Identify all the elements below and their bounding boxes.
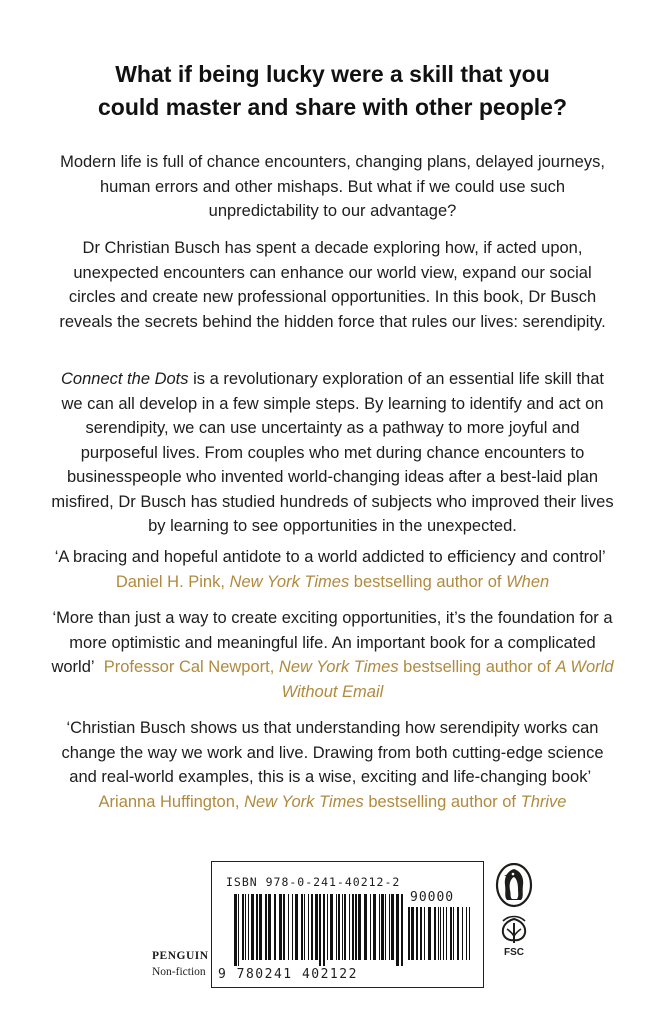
barcode-bar: [416, 907, 418, 960]
barcode-bar: [389, 894, 390, 960]
quote-attribution: Professor Cal Newport, New York Times bestselling author of A World Without Email: [103, 658, 614, 701]
barcode-bar: [301, 894, 303, 960]
barcode-addon-bars: [408, 907, 470, 966]
blurb-paragraph-3: [50, 367, 615, 539]
barcode-bar: [279, 894, 282, 960]
fsc-logo-icon: [503, 917, 525, 959]
barcode-bar: [379, 894, 380, 960]
barcode-bar: [238, 894, 239, 966]
quote-text: ‘More than just a way to create exciting opportunities, it’s the foundation for a more optimistic and meaningful life. An important book for a complicated world’: [51, 609, 613, 676]
quote-pink: [50, 545, 615, 594]
barcode-bar: [330, 894, 333, 960]
blurb-paragraph-2: Dr Christian Busch has spent a decade exploring how, if acted upon, unexpected encounters can enhance our world view, expand our social circles and create new professional opportunities. In this book, Dr Busch reveals the secrets behind the hidden force that rules our lives: serendipity.: [59, 239, 606, 331]
isbn-label: ISBN 978-0-241-40212-2: [226, 875, 401, 889]
ean-label: 9 780241 402122: [218, 967, 358, 982]
barcode-bar: [315, 894, 318, 960]
barcode-bar: [338, 894, 340, 960]
barcode-bar: [292, 894, 293, 960]
barcode-bar: [420, 907, 422, 960]
barcode-bar: [248, 894, 249, 960]
barcode-bars: [234, 894, 404, 966]
book-title: Connect the Dots: [61, 370, 189, 388]
barcode-bar: [469, 907, 470, 960]
barcode-bar: [428, 907, 431, 960]
barcode-bar: [446, 907, 447, 960]
publisher-category: Non-fiction: [152, 966, 206, 978]
barcode-bar: [265, 894, 267, 960]
barcode-bar: [364, 894, 367, 960]
quote-attribution: Daniel H. Pink, New York Times bestselling author of When: [115, 572, 550, 591]
barcode-bar: [344, 894, 346, 960]
barcode-bar: [355, 894, 357, 960]
quote-huffington: [50, 716, 615, 814]
barcode-bar: [466, 907, 467, 960]
price-code-label: 90000: [410, 890, 455, 905]
barcode-bar: [453, 907, 454, 960]
headline-line-2: could master and share with other people?: [97, 94, 568, 120]
barcode-bar: [288, 894, 289, 960]
barcode-bar: [411, 907, 414, 960]
headline: [40, 58, 625, 124]
barcode-bar: [311, 894, 313, 960]
barcode-bar: [370, 894, 371, 960]
barcode-bar: [327, 894, 328, 960]
barcode-bar: [424, 907, 425, 960]
barcode-bar: [391, 894, 394, 960]
barcode-bar: [462, 907, 463, 960]
barcode-bar: [358, 894, 361, 960]
barcode-bar: [319, 894, 321, 966]
barcode-bar: [259, 894, 262, 960]
logo-column: [489, 863, 539, 978]
barcode-bar: [295, 894, 298, 960]
quote-text: ‘Christian Busch shows us that understanding how serendipity works can change the way we work and live. Drawing from both cutting-edge science and real-world examples, this is a wise, exciting and life-changing book’: [61, 719, 604, 786]
barcode-bar: [274, 894, 276, 960]
quote-text: ‘A bracing and hopeful antidote to a world addicted to efficiency and control’: [54, 548, 606, 566]
barcode-bar: [349, 894, 350, 960]
penguin-logo-icon: [497, 864, 531, 906]
barcode-bar: [385, 894, 386, 960]
blurb-paragraph-3-text: is a revolutionary exploration of an essential life skill that we can all develop in a few simple steps. By learning to identify and act on serendipity, we can use uncertainty as a pathway to more joyful and purposeful lives. From couples who met during chance encounters to businesspeople who invented world-changing ideas after a best-laid plan misfired, Dr Busch has studied hundreds of subjects who improved their lives by learning to see opportunities in the unexpected.: [51, 370, 614, 535]
barcode-bar: [381, 894, 384, 960]
fsc-logo-label: FSC: [504, 947, 524, 958]
barcode-box: [211, 861, 484, 988]
barcode-bar: [342, 894, 343, 960]
barcode-bar: [450, 907, 452, 960]
barcode-bar: [268, 894, 271, 960]
barcode-bar: [283, 894, 285, 960]
barcode-bar: [440, 907, 441, 960]
barcode-bar: [352, 894, 354, 960]
barcode-bar: [336, 894, 337, 960]
barcode-bar: [245, 894, 246, 960]
barcode-bar: [396, 894, 399, 966]
quote-attribution: Arianna Huffington, New York Times bestselling author of Thrive: [98, 792, 567, 811]
barcode-bar: [323, 894, 325, 966]
quote-newport: [50, 606, 615, 704]
publisher-name: PENGUIN: [152, 950, 209, 962]
barcode-bar: [438, 907, 439, 960]
barcode-bar: [408, 907, 410, 960]
barcode-bar: [256, 894, 258, 960]
barcode-bar: [373, 894, 376, 960]
barcode-bar: [308, 894, 309, 960]
publisher-imprint: [152, 948, 209, 980]
barcode-bar: [304, 894, 305, 960]
barcode-bar: [443, 907, 444, 960]
barcode-bar: [251, 894, 254, 960]
barcode-bar: [401, 894, 403, 966]
blurb-paragraph-1: Modern life is full of chance encounters, changing plans, delayed journeys, human errors and other mishaps. But what if we could use such unpredictability to our advantage?: [60, 153, 605, 220]
barcode-bar: [242, 894, 244, 960]
barcode-bar: [234, 894, 237, 966]
barcode-bar: [457, 907, 459, 960]
barcode-bar: [434, 907, 436, 960]
headline-line-1: What if being lucky were a skill that you: [115, 61, 550, 87]
